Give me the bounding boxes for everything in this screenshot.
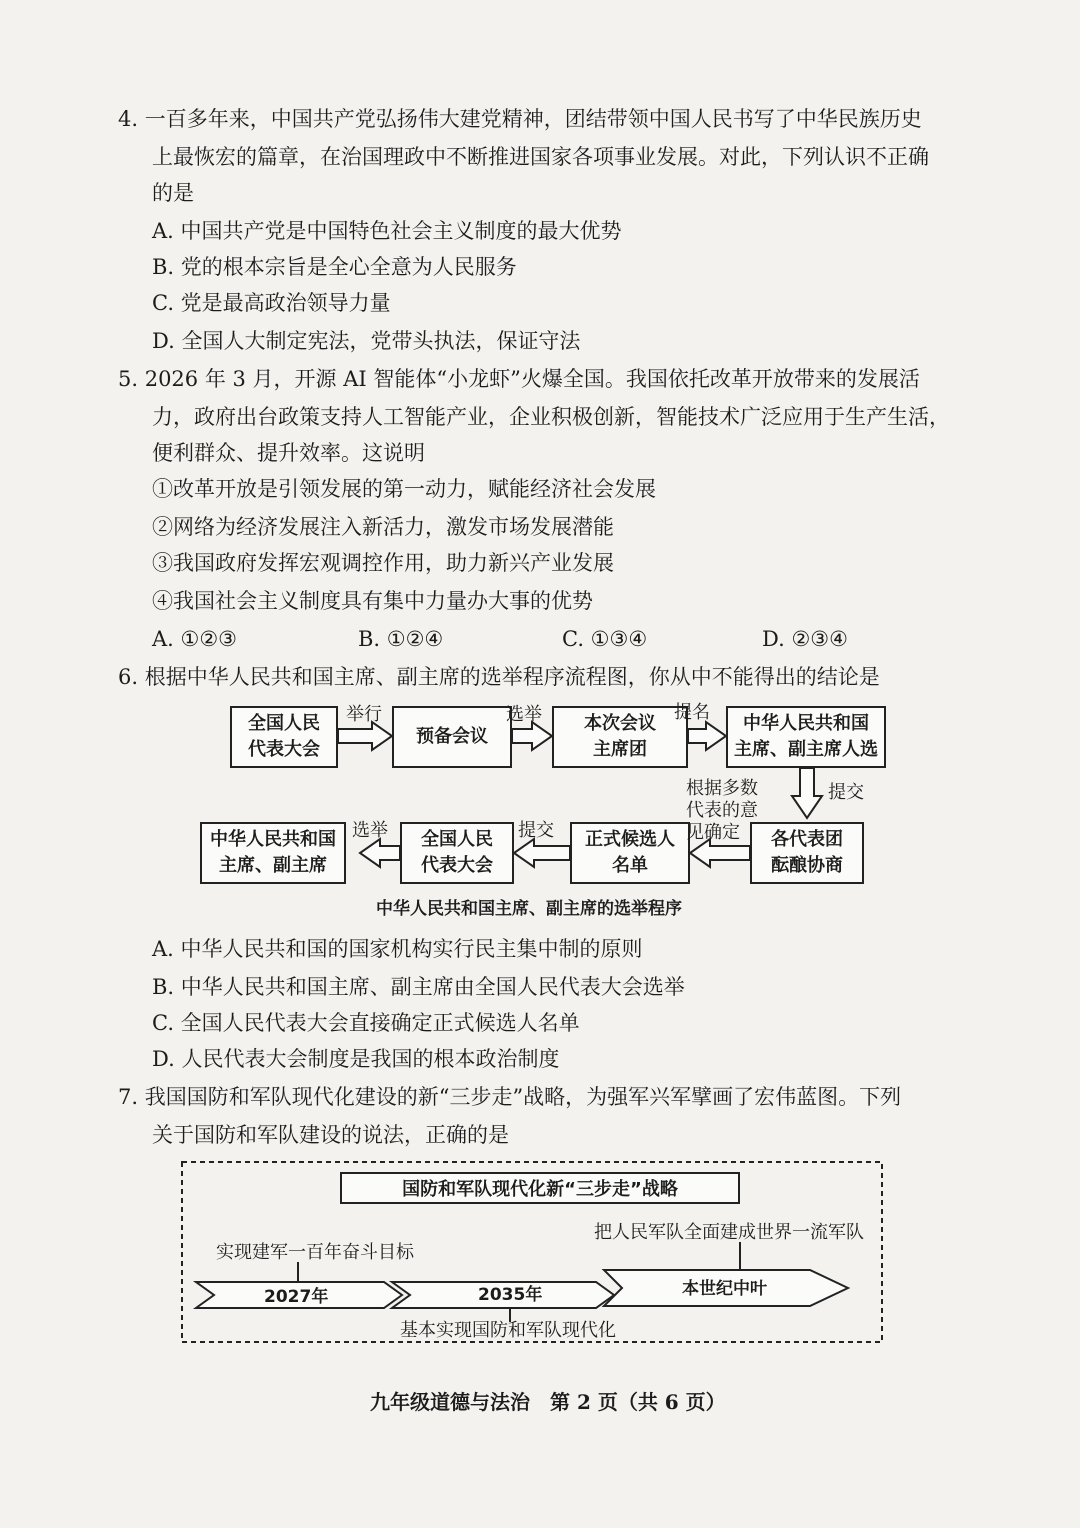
q5-line-3: 便利群众、提升效率。这说明	[152, 441, 425, 465]
arrow-label-elect-2: 选举	[352, 820, 388, 841]
q6-option-a: A. 中华人民共和国的国家机构实行民主集中制的原则	[152, 937, 643, 961]
timeline-title: 国防和军队现代化新“三步走”战略	[340, 1172, 740, 1204]
arrow-label-majority-1: 根据多数	[686, 778, 758, 799]
flow-box-candidates: 中华人民共和国 主席、副主席人选	[726, 706, 886, 768]
flow-box-delegations: 各代表团 酝酿协商	[750, 822, 864, 884]
arrow-label-majority-2: 代表的意	[686, 800, 758, 821]
timeline-label-2027: 实现建军一百年奋斗目标	[216, 1242, 414, 1263]
timeline-label-mid-century: 把人民军队全面建成世界一流军队	[594, 1222, 864, 1243]
flow-box-npc-2: 全国人民 代表大会	[400, 822, 514, 884]
arrow-label-majority-3: 见确定	[686, 822, 740, 843]
q6-line-1: 6. 根据中华人民共和国主席、副主席的选举程序流程图，你从中不能得出的结论是	[118, 665, 880, 689]
q5-option-d: D. ②③④	[762, 627, 848, 651]
q6-option-d: D. 人民代表大会制度是我国的根本政治制度	[152, 1047, 560, 1071]
flow-box-preparatory-meeting: 预备会议	[392, 706, 512, 768]
q5-statement-4: ④我国社会主义制度具有集中力量办大事的优势	[152, 589, 593, 613]
q4-option-c: C. 党是最高政治领导力量	[152, 291, 391, 315]
timeline-segment-2035: 2035年	[478, 1285, 543, 1305]
q4-option-a: A. 中国共产党是中国特色社会主义制度的最大优势	[152, 219, 622, 243]
q7-line-2: 关于国防和军队建设的说法，正确的是	[152, 1123, 509, 1147]
q6-option-b: B. 中华人民共和国主席、副主席由全国人民代表大会选举	[152, 975, 685, 999]
arrow-label-hold: 举行	[346, 704, 382, 725]
flow-box-npc: 全国人民 代表大会	[230, 706, 338, 768]
q5-statement-3: ③我国政府发挥宏观调控作用，助力新兴产业发展	[152, 551, 614, 575]
flow-box-president: 中华人民共和国 主席、副主席	[200, 822, 346, 884]
q5-line-1: 5. 2026 年 3 月，开源 AI 智能体“小龙虾”火爆全国。我国依托改革开放带来的发展活	[118, 367, 920, 391]
q4-option-d: D. 全国人大制定宪法，党带头执法，保证守法	[152, 329, 581, 353]
q4-option-b: B. 党的根本宗旨是全心全意为人民服务	[152, 255, 517, 279]
q5-option-c: C. ①③④	[562, 627, 648, 651]
arrow-label-nominate: 提名	[674, 702, 710, 723]
arrow-label-elect-1: 选举	[506, 704, 542, 725]
q5-line-2: 力，政府出台政策支持人工智能产业，企业积极创新，智能技术广泛应用于生产生活，	[152, 405, 950, 429]
page-footer: 九年级道德与法治 第 2 页（共 6 页）	[370, 1390, 726, 1414]
q4-line-1: 4. 一百多年来，中国共产党弘扬伟大建党精神，团结带领中国人民书写了中华民族历史	[118, 107, 922, 131]
q5-statement-2: ②网络为经济发展注入新活力，激发市场发展潜能	[152, 515, 614, 539]
flowchart-caption: 中华人民共和国主席、副主席的选举程序	[376, 899, 682, 919]
q4-line-3: 的是	[152, 181, 194, 205]
q5-option-a: A. ①②③	[152, 627, 237, 651]
timeline-label-2035: 基本实现国防和军队现代化	[400, 1320, 616, 1341]
q5-option-b: B. ①②④	[358, 627, 444, 651]
q7-line-1: 7. 我国国防和军队现代化建设的新“三步走”战略，为强军兴军擘画了宏伟蓝图。下列	[118, 1085, 902, 1109]
flow-box-presidium: 本次会议 主席团	[552, 706, 688, 768]
timeline-segment-mid-century: 本世纪中叶	[682, 1279, 767, 1299]
q6-option-c: C. 全国人民代表大会直接确定正式候选人名单	[152, 1011, 580, 1035]
arrow-label-submit-2: 提交	[518, 820, 554, 841]
timeline-segment-2027: 2027年	[264, 1287, 329, 1307]
flow-box-official-list: 正式候选人 名单	[570, 822, 690, 884]
arrow-label-submit-1: 提交	[828, 782, 864, 803]
q5-statement-1: ①改革开放是引领发展的第一动力，赋能经济社会发展	[152, 477, 656, 501]
q4-line-2: 上最恢宏的篇章，在治国理政中不断推进国家各项事业发展。对此，下列认识不正确	[152, 145, 929, 169]
